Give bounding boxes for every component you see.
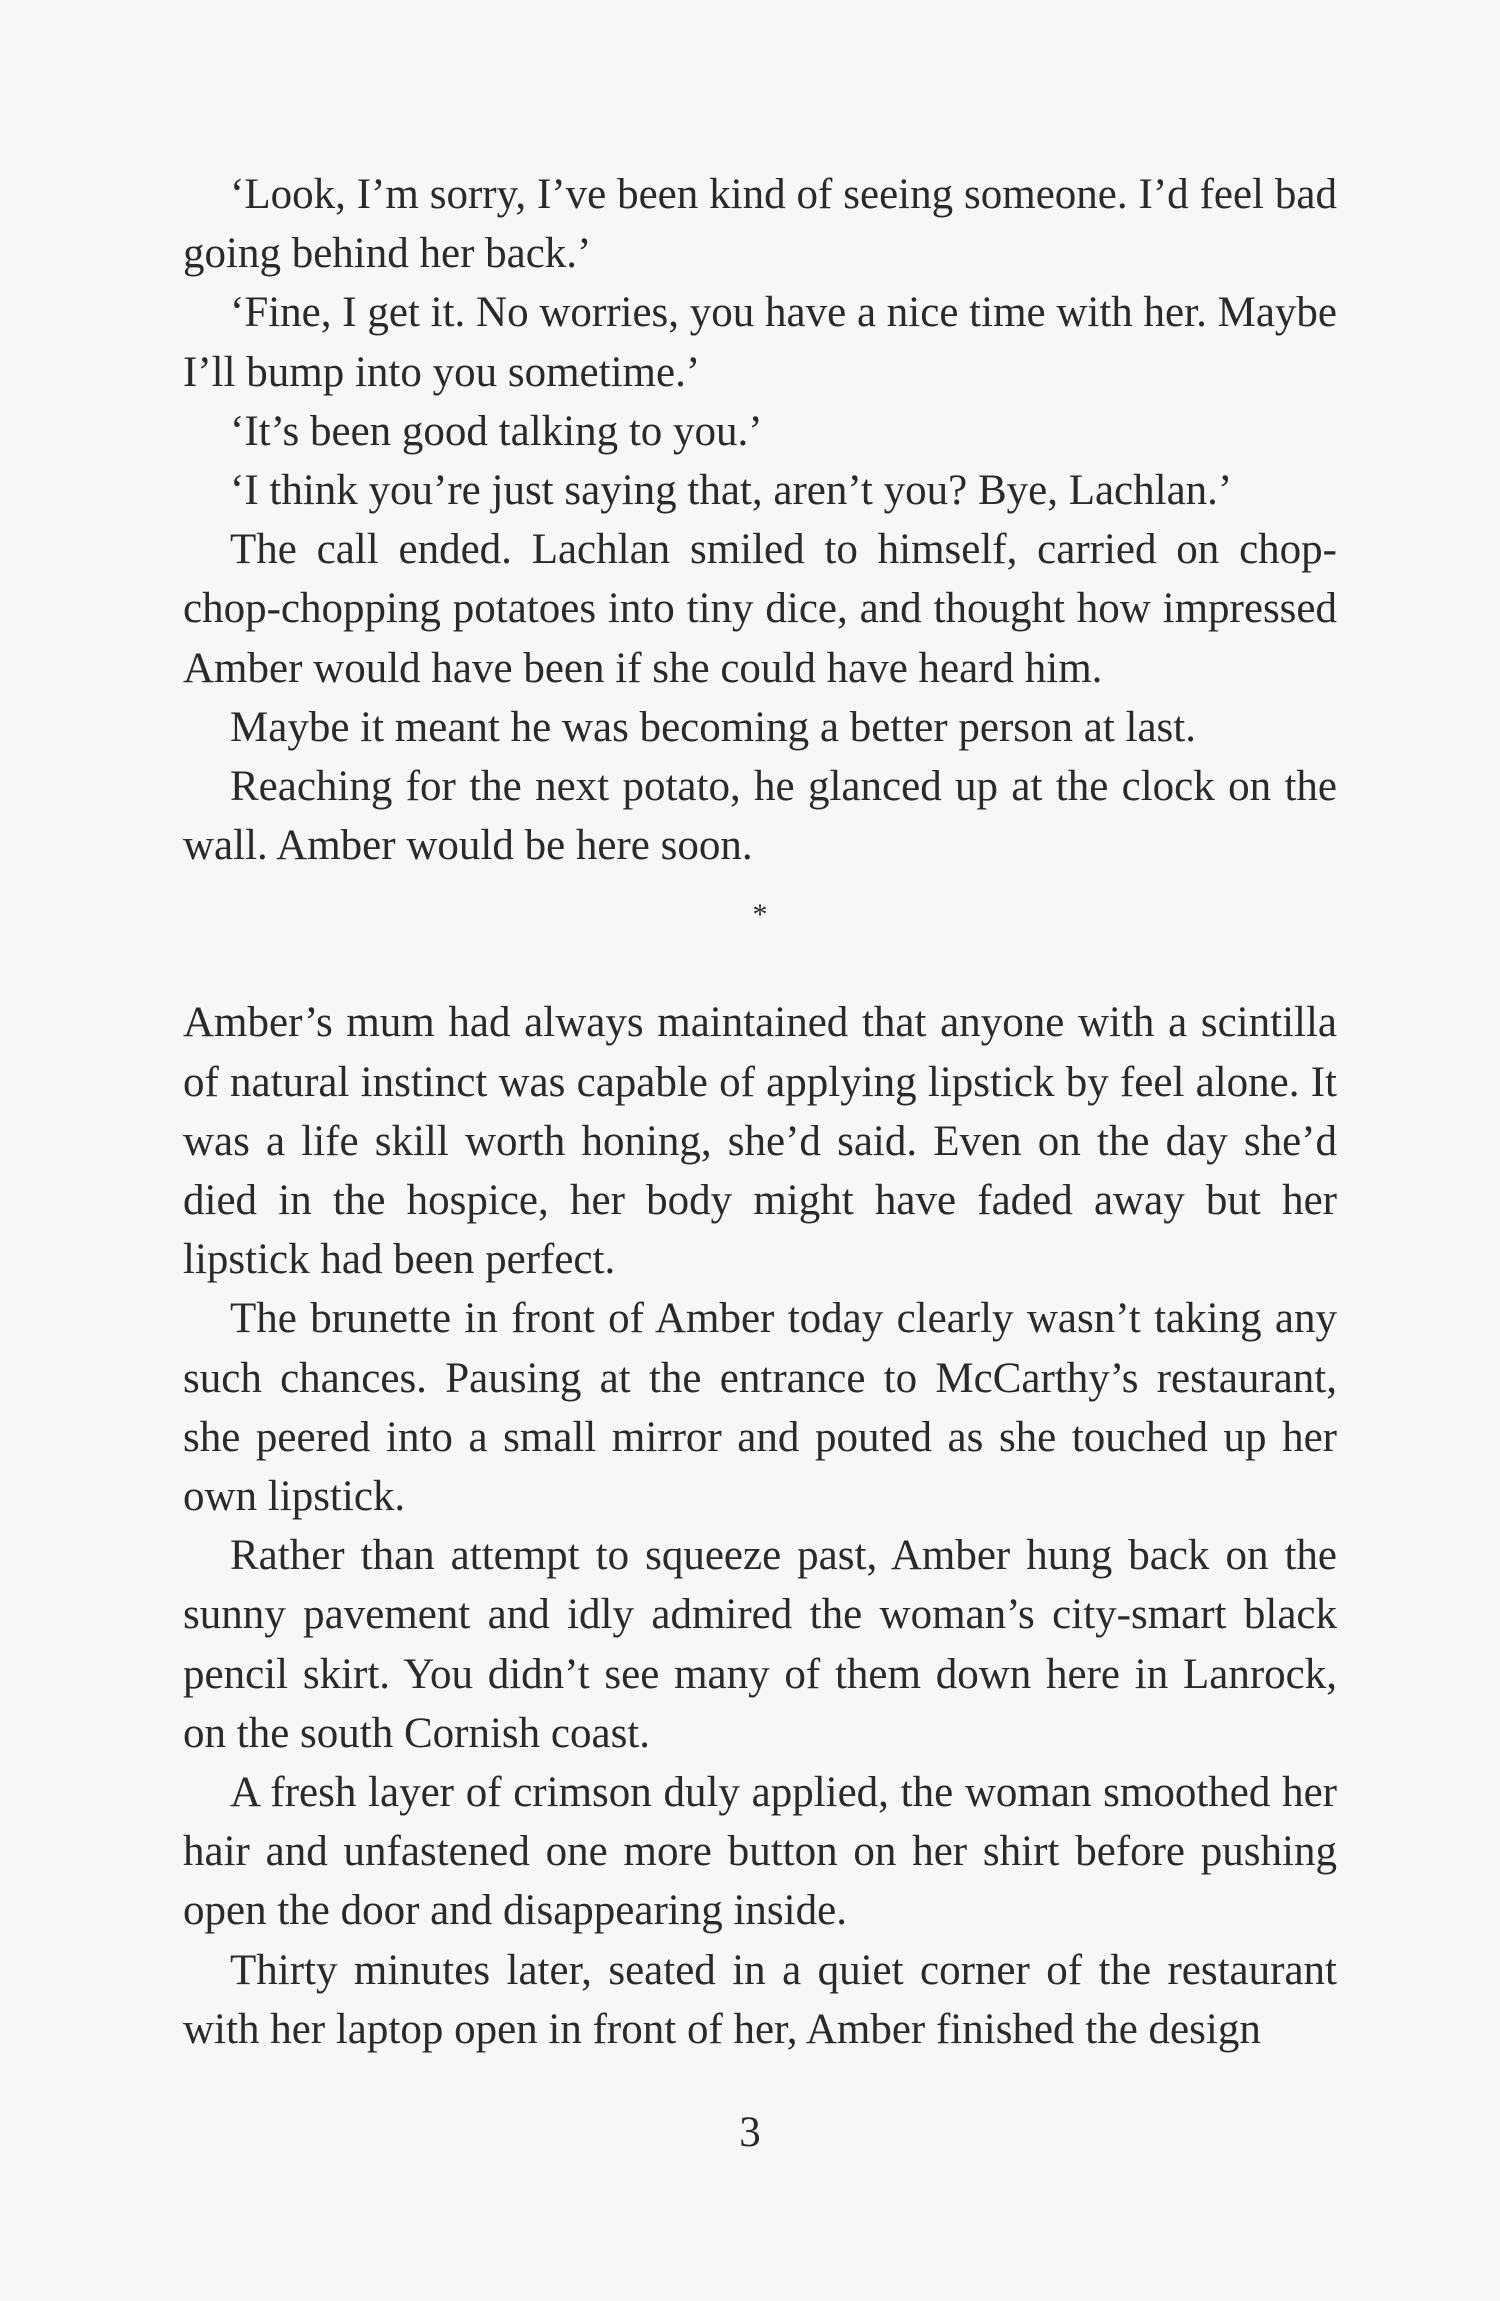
paragraph: ‘I think you’re just saying that, aren’t you? Bye, Lachlan.’ <box>230 467 1233 515</box>
scene-break-star: * <box>752 898 768 932</box>
paragraph: Maybe it meant he was becoming a better person at last. <box>230 703 1196 751</box>
paragraph: Thirty minutes later, seated in a quiet corner of the restaurant with her laptop open in front of her, Amber finished the design <box>183 1946 1337 2053</box>
paragraph: Reaching for the next potato, he glanced up at the clock on the wall. Amber would be here soon. <box>183 763 1337 870</box>
paragraph: The brunette in front of Amber today clearly wasn’t taking any such chances. Pausing at the entrance to McCarthy’s restaurant, she peered into a small mirror and pouted as she touched up her own lipstick. <box>183 1295 1337 1521</box>
page-text-block <box>183 165 1337 2059</box>
paragraph: ‘Fine, I get it. No worries, you have a nice time with her. Maybe I’ll bump into you sometime.’ <box>183 289 1337 396</box>
paragraph: The call ended. Lachlan smiled to himself, carried on chop-chop-chopping potatoes into tiny dice, and thought how impressed Amber would have been if she could have heard him. <box>183 526 1337 692</box>
paragraph: ‘It’s been good talking to you.’ <box>230 407 763 455</box>
paragraph: Rather than attempt to squeeze past, Amber hung back on the sunny pavement and idly admired the woman’s city-smart black pencil skirt. You didn’t see many of them down here in Lanrock, on the south Cornish coast. <box>183 1532 1337 1757</box>
paragraph: Amber’s mum had always maintained that anyone with a scintilla of natural instinct was capable of applying lipstick by feel alone. It was a life skill worth honing, she’d said. Even on the day she’d died in the hospice, her body might have faded away but her lipstick had been perfect. <box>183 999 1337 1284</box>
page-number: 3 <box>739 2109 761 2156</box>
paragraph: ‘Look, I’m sorry, I’ve been kind of seeing someone. I’d feel bad going behind her back.’ <box>183 171 1337 278</box>
paragraph: A fresh layer of crimson duly applied, the woman smoothed her hair and unfastened one more button on her shirt before pushing open the door and disappearing inside. <box>183 1769 1337 1935</box>
